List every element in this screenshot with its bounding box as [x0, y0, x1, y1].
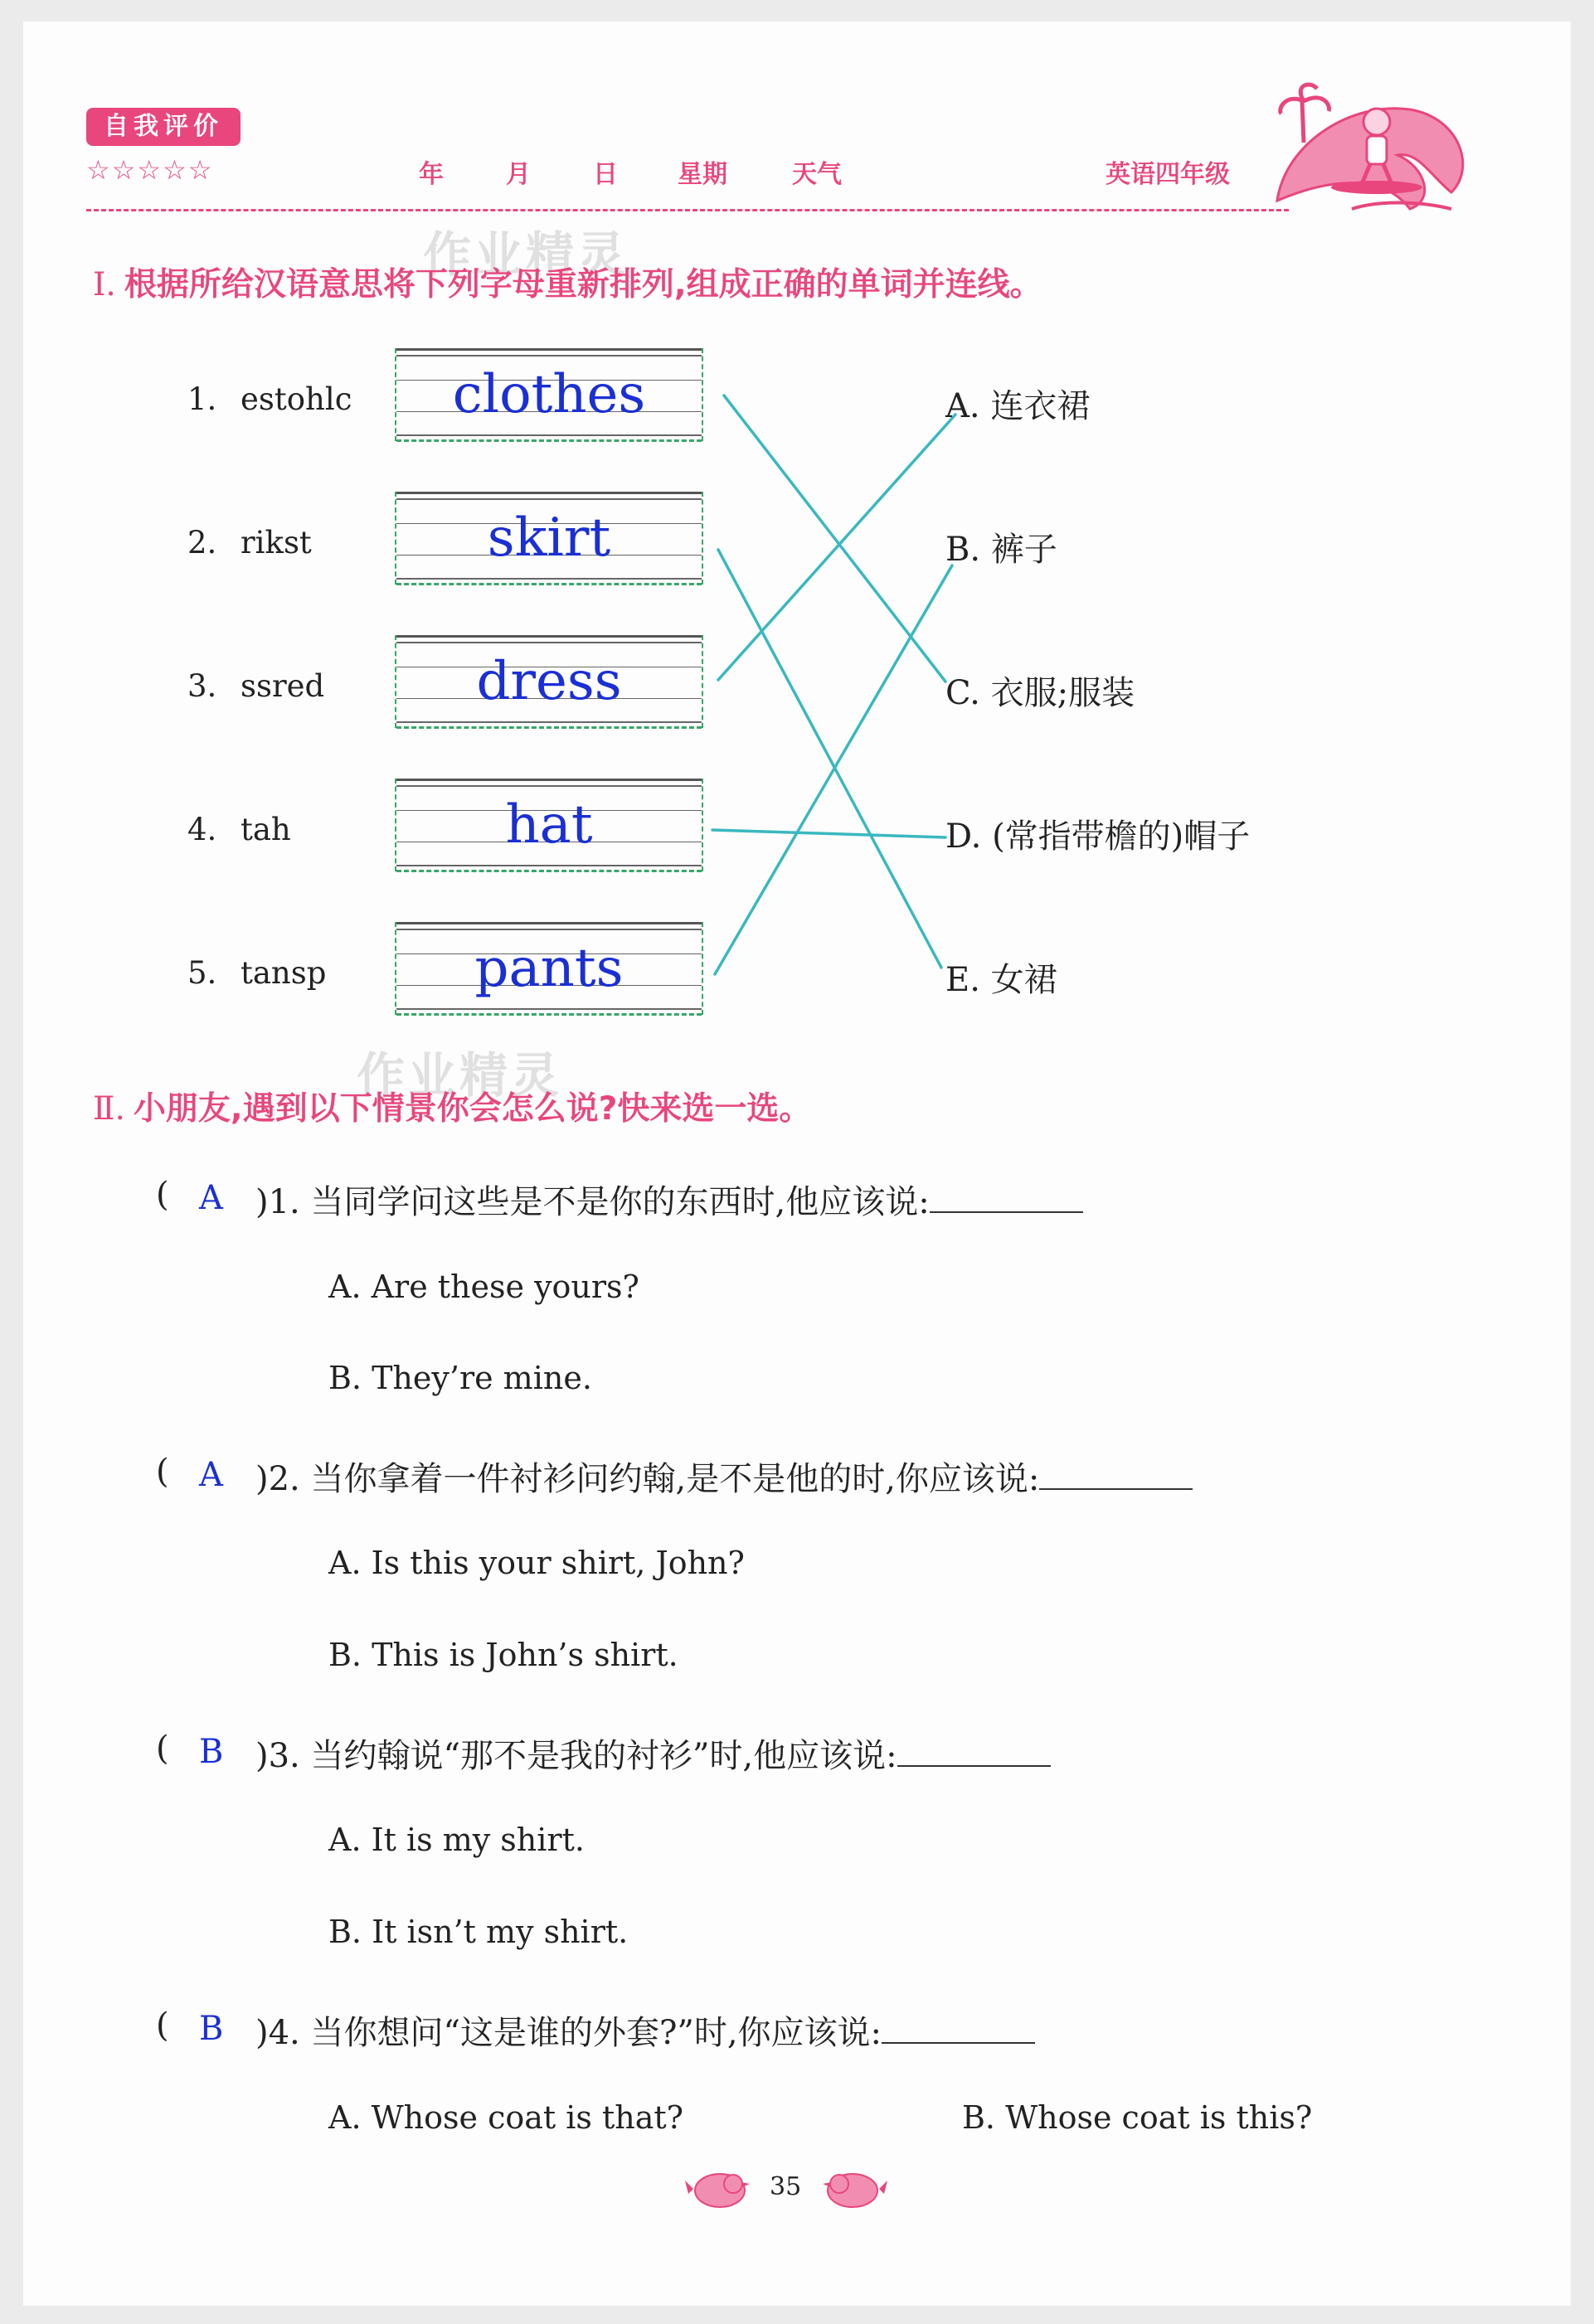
answer-blank[interactable]	[930, 1186, 1083, 1213]
match-line-2-E	[718, 550, 941, 968]
option-b: B. It isn’t my shirt.	[328, 1914, 629, 1950]
handwritten-answer: pants	[474, 938, 624, 999]
handwritten-answer: clothes	[452, 364, 646, 425]
question-text: 当你拿着一件衬衫问约翰,是不是他的时,你应该说:	[310, 1460, 1040, 1498]
bird-right-icon	[821, 2166, 887, 2212]
match-line-5-B	[715, 565, 952, 974]
question-4	[255, 2006, 1035, 2054]
option-b: B. They’re mine.	[328, 1360, 592, 1396]
handwritten-answer: hat	[505, 794, 593, 856]
weather-label: 天气	[792, 160, 842, 189]
month-label: 月	[506, 160, 531, 189]
answer-blank[interactable]	[1039, 1463, 1193, 1490]
option-b: B. Whose coat is this?	[962, 2099, 1313, 2136]
section-2-instructions: 小朋友,遇到以下情景你会怎么说?快来选一选。	[133, 1090, 812, 1128]
item-number: 4.	[187, 812, 217, 847]
chosen-answer: A	[199, 1456, 223, 1494]
answer-paren-open: (	[156, 1730, 169, 1768]
chosen-answer: B	[199, 2010, 224, 2048]
scrambled-word: tansp	[241, 955, 327, 991]
scrambled-word: estohlc	[241, 381, 352, 417]
meaning-A: A. 连衣裙	[945, 387, 1091, 425]
scrambled-word: ssred	[241, 668, 325, 704]
match-line-3-A	[718, 415, 955, 680]
question-text: 当你想问“这是谁的外套?”时,你应该说:	[310, 2014, 882, 2052]
item-number: 1.	[187, 381, 217, 417]
item-number: 2.	[187, 525, 217, 560]
chosen-answer: A	[199, 1179, 223, 1217]
option-a: A. It is my shirt.	[328, 1822, 585, 1858]
day-label: 日	[593, 160, 618, 189]
answer-paren-open: (	[156, 1453, 169, 1491]
page-number: 35	[770, 2172, 802, 2201]
question-text: 当约翰说“那不是我的衬衫”时,他应该说:	[310, 1737, 897, 1775]
chosen-answer: B	[199, 1733, 224, 1771]
question-number: )1.	[255, 1183, 300, 1221]
handwritten-answer: skirt	[487, 507, 611, 569]
meaning-C: C. 衣服;服装	[945, 674, 1135, 712]
option-a: A. Is this your shirt, John?	[328, 1545, 745, 1581]
rating-stars: ☆☆☆☆☆	[86, 154, 214, 186]
item-number: 5.	[187, 955, 217, 991]
section-2-number: Ⅱ.	[93, 1090, 125, 1128]
question-number: )3.	[255, 1737, 300, 1775]
match-line-4-D	[712, 830, 945, 837]
grade-label: 英语四年级	[1106, 160, 1230, 189]
question-3	[255, 1730, 1051, 1777]
watermark: 作业精灵	[423, 226, 629, 283]
answer-paren-open: (	[156, 2006, 169, 2045]
meaning-D: D. (常指带檐的)帽子	[945, 818, 1251, 856]
question-text: 当同学问这些是不是你的东西时,他应该说:	[310, 1183, 930, 1221]
scrambled-word: tah	[241, 812, 291, 847]
meaning-E: E. 女裙	[945, 961, 1057, 999]
option-a: A. Whose coat is that?	[328, 2099, 684, 2136]
year-label: 年	[419, 160, 444, 189]
handwritten-answer: dress	[476, 651, 622, 712]
section-2-title	[93, 1083, 811, 1129]
self-evaluation-badge: 自我评价	[86, 108, 241, 146]
section-1-number: Ⅰ.	[93, 266, 116, 303]
scrambled-word: rikst	[241, 525, 312, 560]
question-number: )2.	[255, 1460, 300, 1498]
weekday-label: 星期	[678, 160, 727, 189]
bird-left-icon	[685, 2166, 751, 2212]
answer-blank[interactable]	[897, 1740, 1051, 1767]
question-2	[255, 1453, 1193, 1500]
match-line-1-C	[724, 395, 945, 682]
answer-paren-open: (	[156, 1176, 169, 1214]
question-number: )4.	[255, 2014, 300, 2052]
meaning-B: B. 裤子	[945, 531, 1057, 569]
section-1-instructions: 根据所给汉语意思将下列字母重新排列,组成正确的单词并连线。	[124, 266, 1042, 303]
option-b: B. This is John’s shirt.	[328, 1637, 678, 1673]
item-number: 3.	[187, 668, 217, 704]
option-a: A. Are these yours?	[328, 1269, 639, 1305]
answer-blank[interactable]	[882, 2017, 1035, 2044]
question-1	[255, 1176, 1083, 1223]
watermark: 作业精灵	[357, 1047, 563, 1104]
